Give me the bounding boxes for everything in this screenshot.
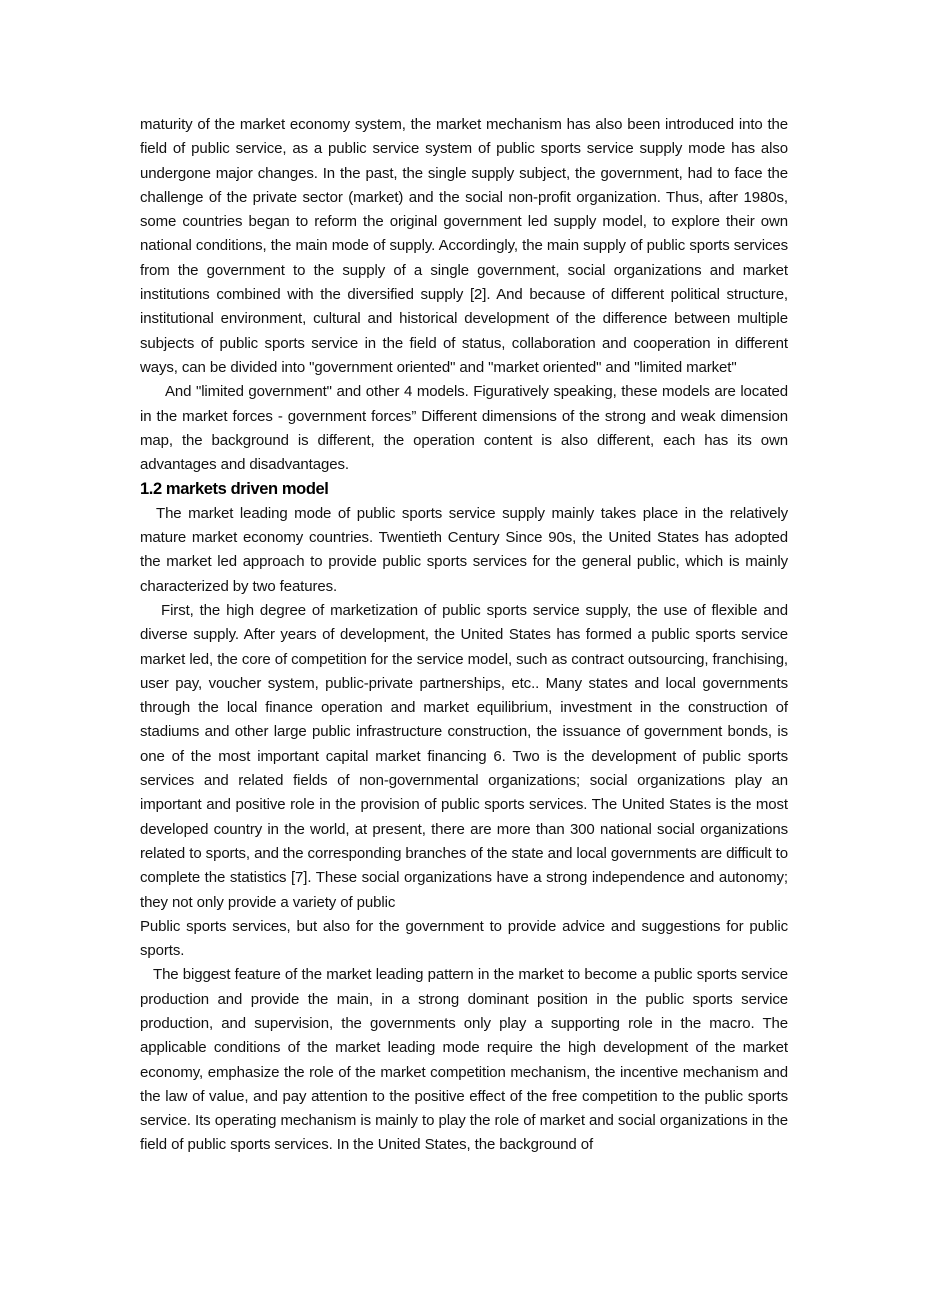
section-heading: 1.2 markets driven model [140, 480, 329, 499]
paragraph: The market leading mode of public sports service supply mainly takes place in the relatively mature market economy countries. Twentieth Century Since 90s, the United States has adopted the market led approach to provide public sports services for the general public, which is mainly characterized by two features. [140, 504, 788, 595]
paragraph-continuation: maturity of the market economy system, the market mechanism has also been introduced into the field of public service, as a public service system of public sports service supply mode has also undergone major changes. In the past, the single supply subject, the government, had to face the challenge of the private sector (market) and the social non-profit organization. Thus, after 1980s, some countries began to reform the original government led supply model, to explore their own national conditions, the main mode of supply. Accordingly, the main supply of public sports services from the government to the supply of a single government, social organizations and market institutions combined with the diversified supply [2]. And because of different political structure, institutional environment, cultural and historical development of the difference between multiple subjects of public sports service in the field of status, collaboration and cooperation in different ways, can be divided into "government oriented" and "market oriented" and "limited market" [140, 116, 788, 376]
paragraph: Public sports services, but also for the government to provide advice and suggestions for public sports. [140, 917, 788, 960]
document-text-block [140, 113, 788, 1158]
paragraph: And "limited government" and other 4 models. Figuratively speaking, these models are located in the market forces - government forces” Different dimensions of the strong and weak dimension map, the background is different, the operation content is also different, each has its own advantages and disadvantages. [140, 383, 788, 474]
paragraph: First, the high degree of marketization of public sports service supply, the use of flexible and diverse supply. After years of development, the United States has formed a public sports service market led, the core of competition for the service model, such as contract outsourcing, franchising, user pay, voucher system, public-private partnerships, etc.. Many states and local governments through the local finance operation and market equilibrium, investment in the construction of stadiums and other large public infrastructure construction, the issuance of government bonds, is one of the most important capital market financing 6. Two is the development of public sports services and related fields of non-governmental organizations; social organizations play an important and positive role in the provision of public sports services. The United States is the most developed country in the world, at present, there are more than 300 national social organizations related to sports, and the corresponding branches of the state and local governments are difficult to complete the statistics [7]. These social organizations have a strong independence and autonomy; they not only provide a variety of public [140, 601, 788, 911]
paragraph: The biggest feature of the market leading pattern in the market to become a public sports service production and provide the main, in a strong dominant position in the public sports service production, and supervision, the governments only play a supporting role in the macro. The applicable conditions of the market leading mode require the high development of the market economy, emphasize the role of the market competition mechanism, the incentive mechanism and the law of value, and pay attention to the positive effect of the free competition to the public sports service. Its operating mechanism is mainly to play the role of market and social organizations in the field of public sports services. In the United States, the background of [140, 966, 788, 1154]
